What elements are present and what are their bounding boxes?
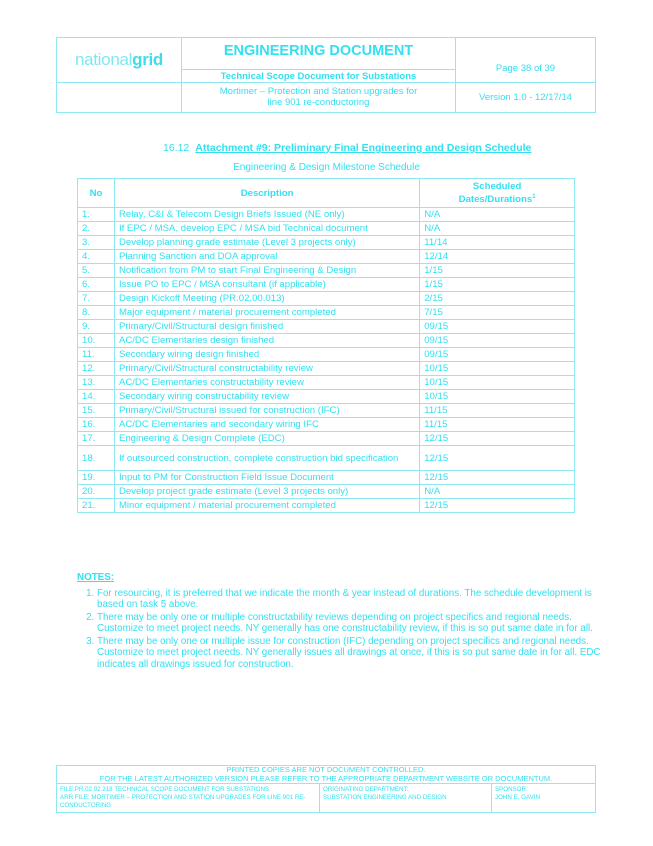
table-row <box>78 432 575 446</box>
logo-text-bold: grid <box>132 50 164 69</box>
row-description: Notification from PM to start Final Engineering & Design <box>114 264 419 278</box>
footer-department-label: ORIGINATING DEPARTMENT: <box>323 786 409 793</box>
table-row <box>78 306 575 320</box>
section-title: Attachment #9: Preliminary Final Engineering and Design Schedule <box>195 142 532 154</box>
row-description: Develop project grade estimate (Level 3 projects only) <box>114 485 419 499</box>
blank-cell <box>57 83 182 112</box>
row-number: 12. <box>78 362 115 376</box>
row-number: 4. <box>78 250 115 264</box>
table-row <box>78 250 575 264</box>
row-description: AC/DC Elementaries design finished <box>114 334 419 348</box>
row-scheduled-date: 10/15 <box>420 390 575 404</box>
col-header-description: Description <box>114 179 419 208</box>
row-number: 17. <box>78 432 115 446</box>
page-number <box>456 38 595 83</box>
row-number: 9. <box>78 320 115 334</box>
table-row <box>78 376 575 390</box>
document-footer <box>56 765 596 813</box>
row-scheduled-date: 7/15 <box>420 306 575 320</box>
footer-sponsor-value: JOHN E. GAVIN <box>495 794 540 801</box>
row-description: If outsourced construction, complete construction bid specification <box>114 446 419 471</box>
footer-file-cell <box>57 784 320 812</box>
table-row <box>78 334 575 348</box>
footnote-marker: 1 <box>532 193 536 200</box>
note-item: 3. There may be only one or multiple issue for construction (IFC) depending on project specifics and regional needs. Customize to meet project needs. NY generally issues all drawings at once, if this is so put same date in for all. EDC indicates all drawings issued for construction. <box>97 636 602 671</box>
project-line-2: line 901 re-conductoring <box>267 97 370 108</box>
row-description: Secondary wiring constructability review <box>114 390 419 404</box>
row-scheduled-date: N/A <box>420 222 575 236</box>
row-number: 6. <box>78 278 115 292</box>
row-number: 15. <box>78 404 115 418</box>
logo-cell <box>57 38 182 83</box>
table-row <box>78 446 575 471</box>
page-number-text: Page 38 of 39 <box>495 63 556 74</box>
row-description: Issue PO to EPC / MSA consultant (if applicable) <box>114 278 419 292</box>
note-item: 1. For resourcing, it is preferred that we indicate the month & year instead of durations. The schedule development is based on task 5 above. <box>97 588 602 611</box>
notes-section <box>77 572 602 671</box>
row-number: 10. <box>78 334 115 348</box>
row-scheduled-date: 09/15 <box>420 348 575 362</box>
table-body <box>78 208 575 513</box>
footer-department-value: SUBSTATION ENGINEERING AND DESIGN <box>323 794 447 801</box>
footer-control-notice: PRINTED COPIES ARE NOT DOCUMENT CONTROLLED. <box>226 765 426 774</box>
row-number: 21. <box>78 499 115 513</box>
table-row <box>78 264 575 278</box>
version: Version 1.0 - 12/17/14 <box>479 92 572 103</box>
row-scheduled-date: 10/15 <box>420 362 575 376</box>
row-number: 18. <box>78 446 115 471</box>
row-number: 5. <box>78 264 115 278</box>
row-scheduled-date: 1/15 <box>420 278 575 292</box>
row-description: Design Kickoff Meeting (PR.02.00.013) <box>114 292 419 306</box>
row-scheduled-date: 12/15 <box>420 446 575 471</box>
row-number: 7. <box>78 292 115 306</box>
row-scheduled-date: 09/15 <box>420 334 575 348</box>
row-description: Input to PM for Construction Field Issue Document <box>114 471 419 485</box>
table-row <box>78 418 575 432</box>
logo-text-light: national <box>74 50 133 69</box>
row-number: 8. <box>78 306 115 320</box>
row-scheduled-date: 11/14 <box>420 236 575 250</box>
table-row <box>78 348 575 362</box>
section-heading <box>163 142 531 154</box>
row-description: Relay, C&I & Telecom Design Briefs Issued (NE only) <box>114 208 419 222</box>
row-scheduled-date: N/A <box>420 485 575 499</box>
table-row <box>78 471 575 485</box>
col-header-scheduled <box>420 179 575 208</box>
row-number: 11. <box>78 348 115 362</box>
milestone-table <box>77 178 575 513</box>
row-description: AC/DC Elementaries and secondary wiring IFC <box>114 418 419 432</box>
row-scheduled-date: 12/15 <box>420 471 575 485</box>
row-description: Primary/Civil/Structural constructability review <box>114 362 419 376</box>
col-header-scheduled-line1: Scheduled <box>472 180 522 192</box>
document-header <box>56 37 596 113</box>
project-name <box>182 83 456 112</box>
footer-file: FILE:PR.02.02.218 TECHNICAL SCOPE DOCUMENT FOR SUBSTATIONS <box>60 786 270 793</box>
table-row <box>78 390 575 404</box>
table-row <box>78 362 575 376</box>
table-caption: Engineering & Design Milestone Schedule <box>233 162 420 173</box>
table-row <box>78 222 575 236</box>
row-number: 1. <box>78 208 115 222</box>
row-description: Engineering & Design Complete (EDC) <box>114 432 419 446</box>
section-number: 16.12 <box>163 142 190 154</box>
row-number: 14. <box>78 390 115 404</box>
table-row <box>78 292 575 306</box>
row-scheduled-date: 11/15 <box>420 418 575 432</box>
row-description: AC/DC Elementaries constructability review <box>114 376 419 390</box>
row-description: If EPC / MSA, develop EPC / MSA bid Technical document <box>114 222 419 236</box>
row-description: Minor equipment / material procurement completed <box>114 499 419 513</box>
row-scheduled-date: 2/15 <box>420 292 575 306</box>
row-number: 13. <box>78 376 115 390</box>
row-description: Secondary wiring design finished <box>114 348 419 362</box>
row-scheduled-date: N/A <box>420 208 575 222</box>
note-item: 2. There may be only one or multiple constructability reviews depending on project specifics and regional needs. Customize to meet project needs. NY generally has one constructability review, if this is so put same date in for all. <box>97 612 602 635</box>
footer-version-notice: FOR THE LATEST AUTHORIZED VERSION PLEASE REFER TO THE APPROPRIATE DEPARTMENT WEBSITE OR DOCUMENTUM. <box>57 774 595 784</box>
table-row <box>78 485 575 499</box>
row-number: 2. <box>78 222 115 236</box>
notes-list <box>77 588 602 671</box>
row-scheduled-date: 12/14 <box>420 250 575 264</box>
national-grid-logo <box>75 50 163 70</box>
row-scheduled-date: 1/15 <box>420 264 575 278</box>
row-scheduled-date: 10/15 <box>420 376 575 390</box>
row-scheduled-date: 09/15 <box>420 320 575 334</box>
row-description: Planning Sanction and DOA approval <box>114 250 419 264</box>
col-header-scheduled-line2: Dates/Durations <box>458 194 533 206</box>
title-cell <box>182 38 456 70</box>
table-row <box>78 404 575 418</box>
col-header-no: No <box>78 179 115 208</box>
row-scheduled-date: 12/15 <box>420 432 575 446</box>
footer-sponsor-label: SPONSOR: <box>495 786 528 793</box>
footer-arr-file: ARR FILE: MORTIMER – PROTECTION AND STATION UPGRADES FOR LINE 901 RE-CONDUCTORING <box>60 794 306 809</box>
table-header-row <box>78 179 575 208</box>
row-number: 20. <box>78 485 115 499</box>
table-row <box>78 278 575 292</box>
row-number: 3. <box>78 236 115 250</box>
table-row <box>78 208 575 222</box>
footer-info-row <box>57 784 595 812</box>
table-row <box>78 236 575 250</box>
row-description: Develop planning grade estimate (Level 3 projects only) <box>114 236 419 250</box>
footer-department-cell <box>320 784 492 812</box>
document-subtitle: Technical Scope Document for Substations <box>182 70 456 83</box>
row-description: Primary/Civil/Structural issued for construction (IFC) <box>114 404 419 418</box>
table-row <box>78 320 575 334</box>
document-title: ENGINEERING DOCUMENT <box>223 43 414 59</box>
row-number: 19. <box>78 471 115 485</box>
footer-sponsor-cell <box>492 784 595 812</box>
row-number: 16. <box>78 418 115 432</box>
project-line-1: Mortimer – Protection and Station upgrades for <box>219 86 418 97</box>
row-scheduled-date: 12/15 <box>420 499 575 513</box>
row-description: Major equipment / material procurement completed <box>114 306 419 320</box>
notes-heading: NOTES: <box>77 572 115 583</box>
row-description: Primary/Civil/Structural design finished <box>114 320 419 334</box>
row-scheduled-date: 11/15 <box>420 404 575 418</box>
table-row <box>78 499 575 513</box>
